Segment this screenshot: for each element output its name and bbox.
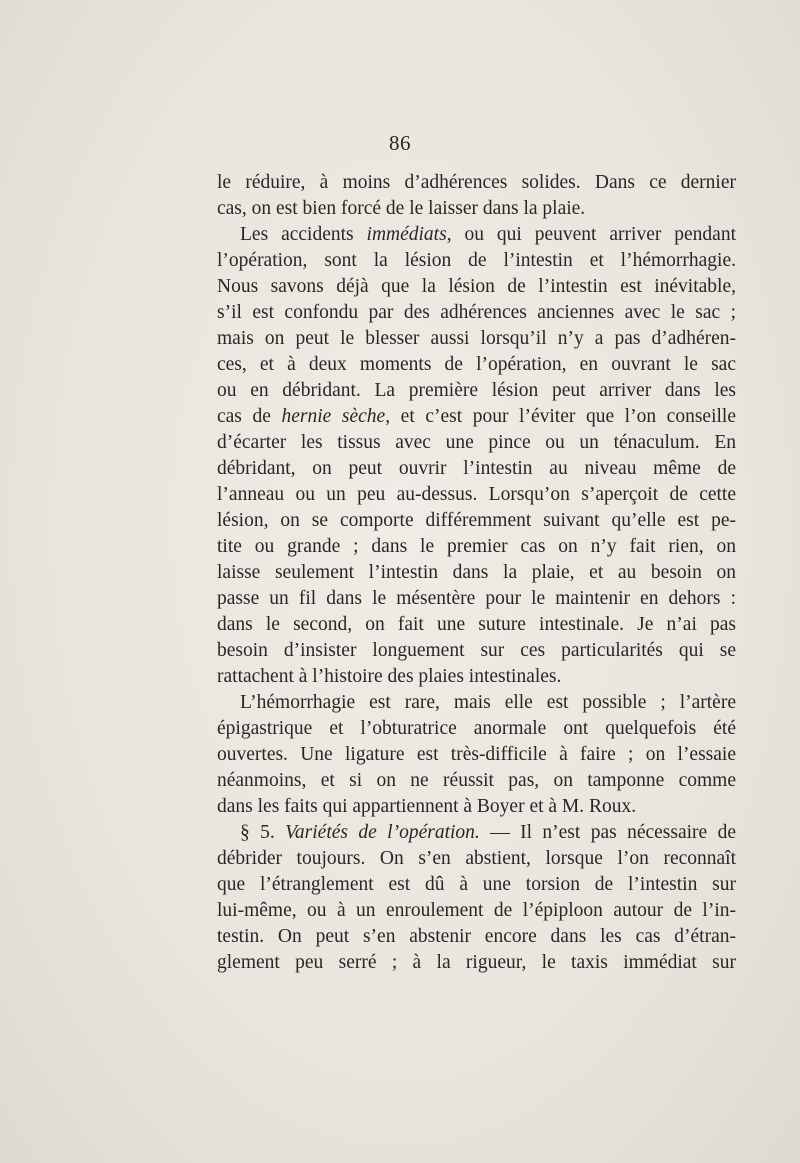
text-run: l’opération, sont la lésion de l’intestin et l’hémorrhagie. <box>217 250 736 271</box>
text-run: L’hémorrhagie est rare, mais elle est possible ; l’artère <box>240 692 736 713</box>
text-line <box>217 690 736 716</box>
text-run: le réduire, à moins d’adhérences solides. Dans ce dernier <box>217 172 736 193</box>
text-line <box>217 586 736 612</box>
text-run: glement peu serré ; à la rigueur, le taxis immédiat sur <box>217 952 736 973</box>
text-run: laisse seulement l’intestin dans la plaie, et au besoin on <box>217 562 736 583</box>
text-line <box>217 508 736 534</box>
text-line <box>217 664 736 690</box>
text-run: mais on peut le blesser aussi lorsqu’il n’y a pas d’adhéren- <box>217 328 736 349</box>
text-line <box>217 820 736 846</box>
text-run: lui-même, ou à un enroulement de l’épiploon autour de l’in- <box>217 900 736 921</box>
text-line <box>217 404 736 430</box>
body-text <box>217 170 736 976</box>
page-number: 86 <box>389 131 411 155</box>
text-run: ouvertes. Une ligature est très-difficile à faire ; on l’essaie <box>217 744 736 765</box>
text-line <box>217 352 736 378</box>
text-run: d’écarter les tissus avec une pince ou un ténaculum. En <box>217 432 736 453</box>
text-line <box>217 300 736 326</box>
text-line <box>217 456 736 482</box>
italic-phrase: hernie sèche <box>281 406 386 427</box>
text-run: passe un fil dans le mésentère pour le maintenir en dehors : <box>217 588 736 609</box>
text-line <box>217 534 736 560</box>
text-run: rattachent à l’histoire des plaies intestinales. <box>217 666 562 687</box>
text-line <box>217 378 736 404</box>
text-line <box>217 924 736 950</box>
text-line <box>217 794 736 820</box>
text-run: ou en débridant. La première lésion peut arriver dans les <box>217 380 736 401</box>
text-run: Les accidents <box>240 224 367 245</box>
text-run: § 5. <box>240 822 286 843</box>
italic-phrase: Variétés de l’opération. <box>285 822 480 843</box>
text-run: épigastrique et l’obturatrice anormale ont quelquefois été <box>217 718 736 739</box>
text-line <box>217 430 736 456</box>
text-line <box>217 638 736 664</box>
text-run: que l’étranglement est dû à une torsion de l’intestin sur <box>217 874 736 895</box>
text-run: besoin d’insister longuement sur ces particularités qui se <box>217 640 736 661</box>
italic-phrase: immédiats <box>366 224 447 245</box>
text-line <box>217 612 736 638</box>
text-run: cas, on est bien forcé de le laisser dans la plaie. <box>217 198 586 219</box>
text-line <box>217 222 736 248</box>
text-run: Nous savons déjà que la lésion de l’intestin est inévitable, <box>217 276 736 297</box>
text-line <box>217 742 736 768</box>
text-run: ces, et à deux moments de l’opération, en ouvrant le sac <box>217 354 736 375</box>
text-run: — Il n’est pas nécessaire de <box>479 822 737 843</box>
text-line <box>217 950 736 976</box>
text-run: l’anneau ou un peu au-dessus. Lorsqu’on s’aperçoit de cette <box>217 484 736 505</box>
text-line <box>217 248 736 274</box>
text-run: dans les faits qui appartiennent à Boyer et à M. Roux. <box>217 796 637 817</box>
text-line <box>217 196 736 222</box>
text-run: néanmoins, et si on ne réussit pas, on tamponne comme <box>217 770 736 791</box>
text-run: testin. On peut s’en abstenir encore dans les cas d’étran- <box>217 926 736 947</box>
text-run: dans le second, on fait une suture intestinale. Je n’ai pas <box>217 614 736 635</box>
text-line <box>217 170 736 196</box>
text-run: débridant, on peut ouvrir l’intestin au niveau même de <box>217 458 736 479</box>
text-run: lésion, on se comporte différemment suivant qu’elle est pe- <box>217 510 736 531</box>
text-line <box>217 846 736 872</box>
text-line <box>217 274 736 300</box>
text-run: débrider toujours. On s’en abstient, lorsque l’on reconnaît <box>217 848 736 869</box>
text-line <box>217 768 736 794</box>
text-run: , et c’est pour l’éviter que l’on conseille <box>385 406 736 427</box>
text-run: tite ou grande ; dans le premier cas on n’y fait rien, on <box>217 536 736 557</box>
text-line <box>217 326 736 352</box>
text-line <box>217 482 736 508</box>
text-run: cas de <box>217 406 282 427</box>
text-line <box>217 872 736 898</box>
text-line <box>217 898 736 924</box>
text-line <box>217 716 736 742</box>
text-run: s’il est confondu par des adhérences anciennes avec le sac ; <box>217 302 736 323</box>
text-line <box>217 560 736 586</box>
text-run: , ou qui peuvent arriver pendant <box>446 224 736 245</box>
